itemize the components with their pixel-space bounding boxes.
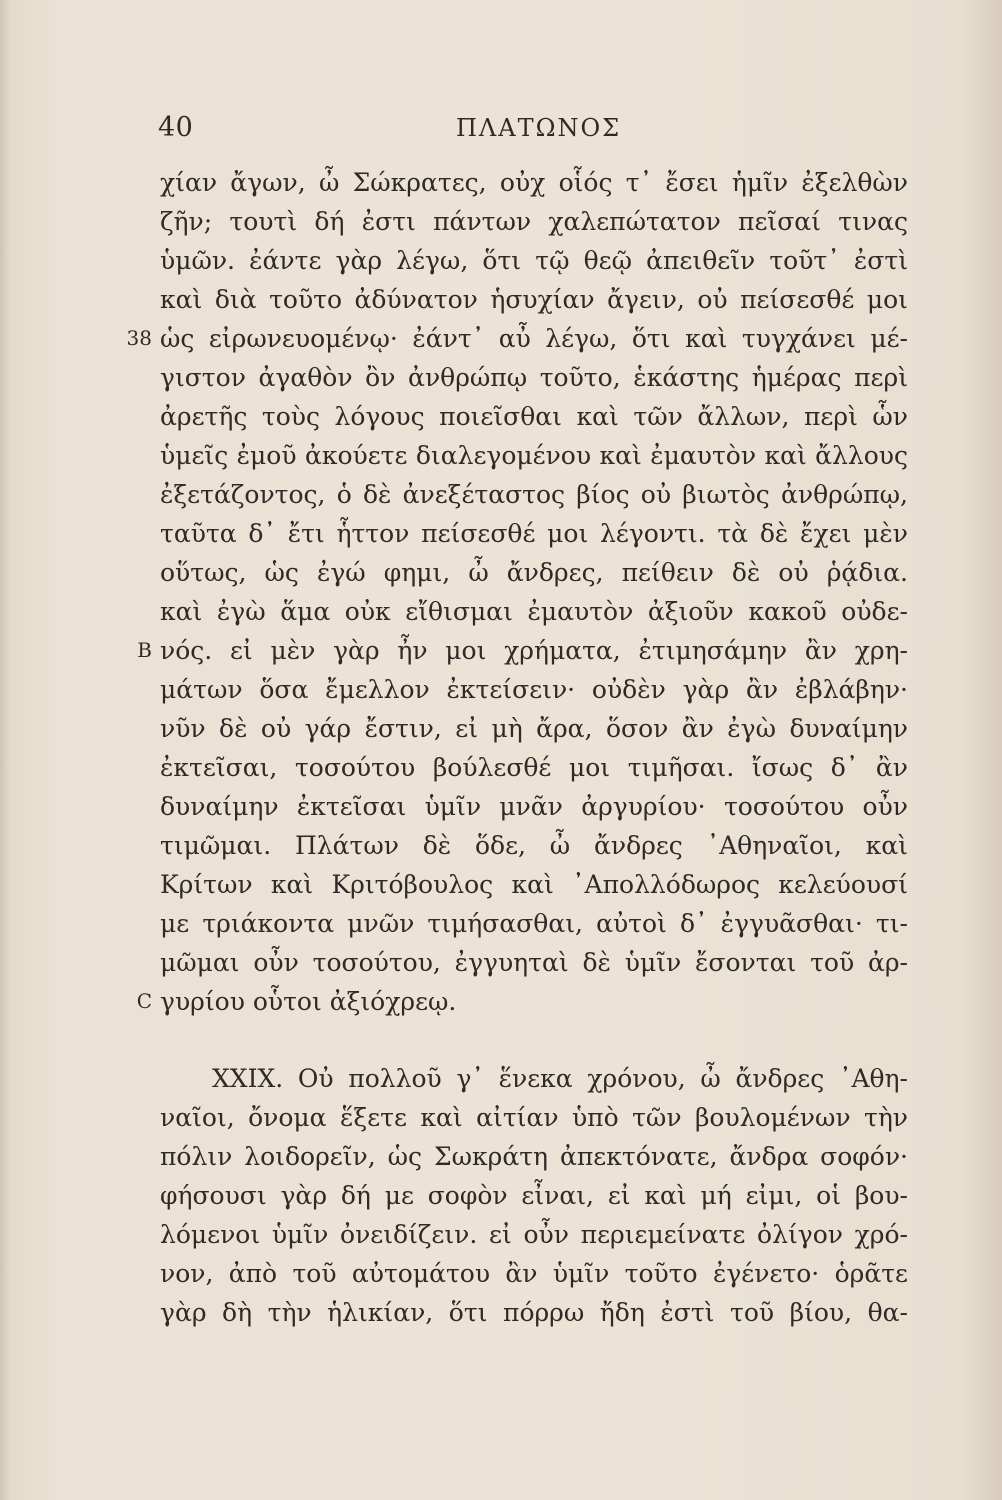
text-line-content: ὡς εἰρωνευομένῳ· ἐάντ᾽ αὖ λέγω, ὅτι καὶ τυγχάνει μέ- [160, 324, 908, 353]
text-line-with-margin-ref [126, 319, 908, 358]
text-line: ἐκτεῖσαι, τοσούτου βούλεσθέ μοι τιμῆσαι. ἴσως δ᾽ ἂν [160, 753, 908, 782]
text-line-with-margin-ref [137, 631, 908, 670]
text-line: ἐξετάζοντος, ὁ δὲ ἀνεξέταστος βίος οὐ βιωτὸς ἀνθρώπῳ, [160, 480, 908, 509]
text-line-with-margin-ref [136, 982, 908, 1021]
text-line: γὰρ δὴ τὴν ἡλικίαν, ὅτι πόρρω ἤδη ἐστὶ τοῦ βίου, θα- [160, 1298, 908, 1327]
text-line: λόμενοι ὑμῖν ὀνειδίζειν. εἰ οὖν περιεμείνατε ὀλίγον χρό- [160, 1220, 908, 1249]
text-line: με τριάκοντα μνῶν τιμήσασθαι, αὐτοὶ δ᾽ ἐγγυᾶσθαι· τι- [160, 909, 908, 938]
text-line: ζῆν; τουτὶ δή ἐστι πάντων χαλεπώτατον πεῖσαί τινας [160, 207, 908, 236]
text-line: νῦν δὲ οὐ γάρ ἔστιν, εἰ μὴ ἄρα, ὅσον ἂν ἐγὼ δυναίμην [160, 714, 908, 743]
text-line: ναῖοι, ὄνομα ἕξετε καὶ αἰτίαν ὑπὸ τῶν βουλομένων τὴν [160, 1103, 908, 1132]
text-line: οὕτως, ὡς ἐγώ φημι, ὦ ἄνδρες, πείθειν δὲ οὐ ῥᾴδια. [160, 558, 908, 587]
text-line: φήσουσι γὰρ δή με σοφὸν εἶναι, εἰ καὶ μή εἰμι, οἱ βου- [160, 1181, 908, 1210]
text-line-content: γυρίου οὗτοι ἀξιόχρεῳ. [160, 987, 457, 1016]
text-line: χίαν ἄγων, ὦ Σώκρατες, οὐχ οἷός τ᾽ ἔσει ἡμῖν ἐξελθὼν [160, 168, 908, 197]
text-line: δυναίμην ἐκτεῖσαι ὑμῖν μνᾶν ἀργυρίου· τοσούτου οὖν [160, 792, 908, 821]
running-title: ΠΛΑΤΩΝΟΣ [456, 114, 622, 142]
page-header [158, 112, 910, 146]
text-line: τιμῶμαι. Πλάτων δὲ ὅδε, ὦ ἄνδρες ᾿Αθηναῖοι, καὶ [160, 831, 908, 860]
text-line: ἀρετῆς τοὺς λόγους ποιεῖσθαι καὶ τῶν ἄλλων, περὶ ὧν [160, 402, 908, 431]
text-line: ὑμεῖς ἐμοῦ ἀκούετε διαλεγομένου καὶ ἐμαυτὸν καὶ ἄλλους [160, 441, 908, 470]
page-number: 40 [158, 112, 194, 143]
text-line: μῶμαι οὖν τοσούτου, ἐγγυηταὶ δὲ ὑμῖν ἔσονται τοῦ ἀρ- [160, 948, 908, 977]
text-line: μάτων ὅσα ἔμελλον ἐκτείσειν· οὐδὲν γὰρ ἂν ἐβλάβην· [160, 675, 908, 704]
section-heading-line: XXIX. Οὐ πολλοῦ γ᾽ ἕνεκα χρόνου, ὦ ἄνδρες ᾿Αθη- [212, 1064, 908, 1093]
margin-reference-c: C [136, 989, 152, 1013]
text-line: καὶ διὰ τοῦτο ἀδύνατον ἡσυχίαν ἄγειν, οὐ πείσεσθέ μοι [160, 285, 908, 314]
text-line: καὶ ἐγὼ ἅμα οὐκ εἴθισμαι ἐμαυτὸν ἀξιοῦν κακοῦ οὐδε- [160, 597, 908, 626]
section-break [160, 1021, 908, 1059]
margin-reference-b: B [137, 638, 152, 662]
text-line: Κρίτων καὶ Κριτόβουλος καὶ ᾿Απολλόδωρος κελεύουσί [160, 870, 908, 899]
text-line: γιστον ἀγαθὸν ὂν ἀνθρώπῳ τοῦτο, ἑκάστης ἡμέρας περὶ [160, 363, 908, 392]
greek-text-body [126, 163, 908, 1332]
text-line: νον, ἀπὸ τοῦ αὐτομάτου ἂν ὑμῖν τοῦτο ἐγένετο· ὁρᾶτε [160, 1259, 908, 1288]
page-gutter-shadow [0, 0, 10, 1500]
text-line-content: νός. εἰ μὲν γὰρ ἦν μοι χρήματα, ἐτιμησάμην ἂν χρη- [160, 636, 908, 665]
margin-reference-38: 38 [126, 326, 152, 350]
text-line: ταῦτα δ᾽ ἔτι ἧττον πείσεσθέ μοι λέγοντι. τὰ δὲ ἔχει μὲν [160, 519, 908, 548]
text-line: πόλιν λοιδορεῖν, ὡς Σωκράτη ἀπεκτόνατε, ἄνδρα σοφόν· [160, 1142, 908, 1171]
text-line: ὑμῶν. ἐάντε γὰρ λέγω, ὅτι τῷ θεῷ ἀπειθεῖν τοῦτ᾽ ἐστὶ [160, 246, 908, 275]
